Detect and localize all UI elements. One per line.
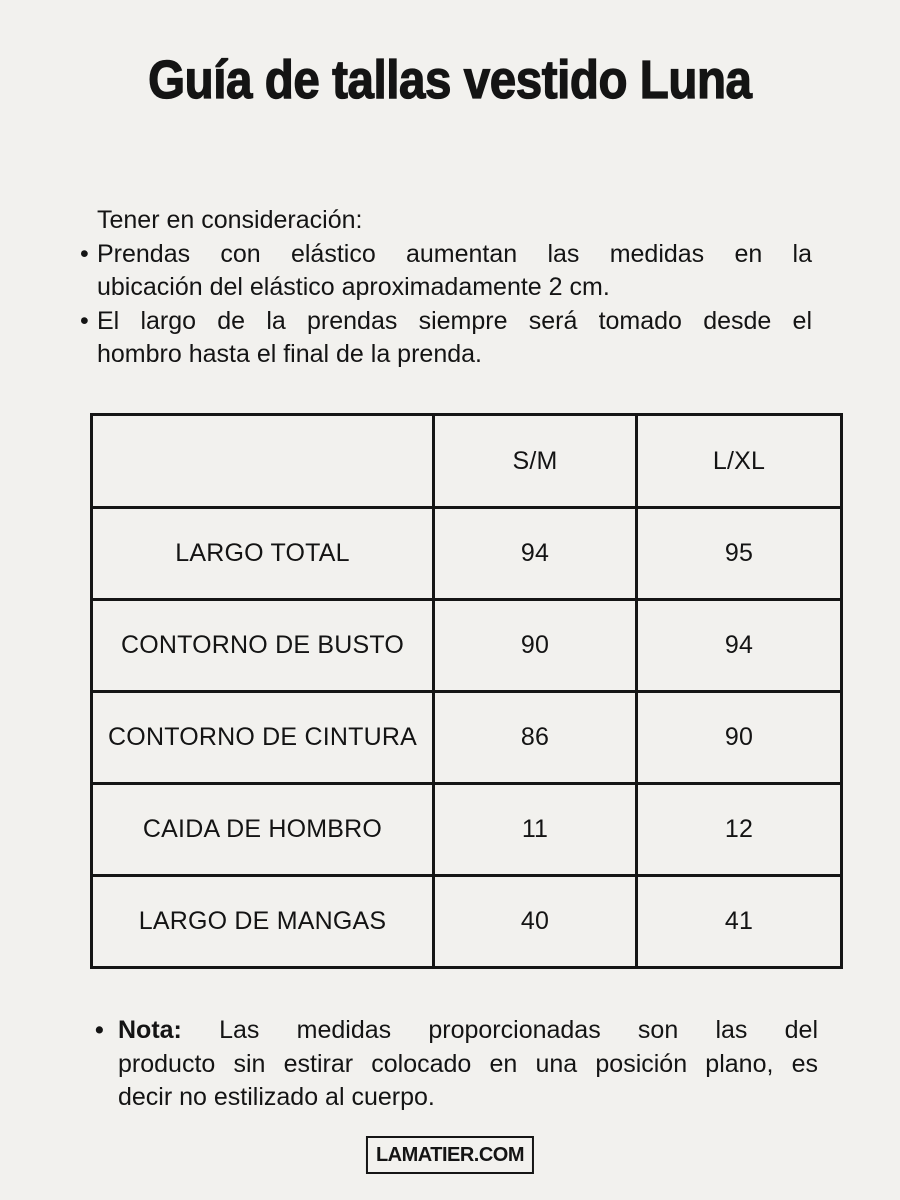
row-value-lxl: 90	[637, 692, 842, 784]
note-line: producto sin estirar colocado en una posición plano, es	[118, 1049, 818, 1078]
note-line: decir no estilizado al cuerpo.	[118, 1083, 435, 1111]
header-cell-lxl: L/XL	[637, 415, 842, 508]
table-row	[92, 876, 842, 968]
bullet-line: hombro hasta el final de la prenda.	[97, 340, 482, 368]
header-cell-empty	[92, 415, 434, 508]
list-item	[80, 238, 812, 305]
considerations-section	[80, 204, 812, 372]
row-label: CONTORNO DE CINTURA	[92, 692, 434, 784]
brand-badge-label: LAMATIER.COM	[375, 1144, 525, 1166]
page-title-text: Guía de tallas vestido Luna	[148, 50, 752, 110]
row-value-lxl: 12	[637, 784, 842, 876]
note-section	[95, 1014, 818, 1115]
note-line	[118, 1014, 818, 1048]
considerations-heading: Tener en consideración:	[97, 206, 363, 234]
row-value-lxl: 95	[637, 508, 842, 600]
bullet-line: ubicación del elástico aproximadamente 2 cm.	[97, 273, 610, 301]
table-row	[92, 692, 842, 784]
row-label: LARGO DE MANGAS	[92, 876, 434, 968]
table-row	[92, 600, 842, 692]
bullet-line: • Prendas con elástico aumentan las medidas en la	[97, 239, 812, 268]
row-value-lxl: 41	[637, 876, 842, 968]
table-row	[92, 784, 842, 876]
row-label: CONTORNO DE BUSTO	[92, 600, 434, 692]
row-value-sm: 94	[434, 508, 637, 600]
considerations-list	[80, 238, 812, 372]
row-label: CAIDA DE HOMBRO	[92, 784, 434, 876]
row-value-sm: 40	[434, 876, 637, 968]
table-row	[92, 508, 842, 600]
page-title	[0, 50, 900, 110]
table-header-row	[92, 415, 842, 508]
size-table	[90, 413, 843, 969]
list-item	[80, 305, 812, 372]
note-label: Nota:	[118, 1016, 182, 1044]
row-value-sm: 11	[434, 784, 637, 876]
brand-badge	[366, 1136, 534, 1174]
row-value-lxl: 94	[637, 600, 842, 692]
row-value-sm: 90	[434, 600, 637, 692]
note-line-text: Las medidas proporcionadas son las del	[219, 1016, 819, 1044]
bullet-line: • El largo de la prendas siempre será tomado desde el	[97, 306, 812, 335]
row-label: LARGO TOTAL	[92, 508, 434, 600]
row-value-sm: 86	[434, 692, 637, 784]
header-cell-sm: S/M	[434, 415, 637, 508]
